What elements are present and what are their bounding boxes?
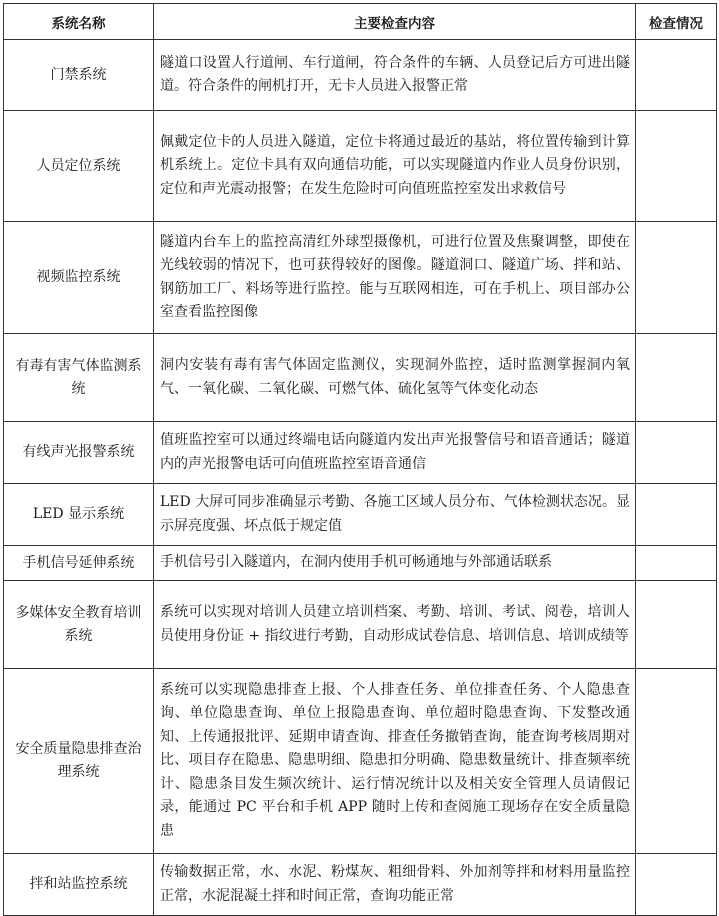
table-row: [4, 422, 717, 484]
system-name-cell: 门禁系统: [4, 40, 154, 111]
content-cell: LED 大屏可同步准确显示考勤、各施工区域人员分布、气体检测状态况。显示屏亮度强、坏点低于规定值: [154, 484, 636, 546]
table-row: [4, 546, 717, 581]
content-cell: 手机信号引入隧道内，在洞内使用手机可畅通地与外部通话联系: [154, 546, 636, 581]
check-cell[interactable]: [636, 334, 717, 422]
content-cell: 值班监控室可以通过终端电话向隧道内发出声光报警信号和语音通话；隧道内的声光报警电话可向值班监控室语音通信: [154, 422, 636, 484]
system-name-cell: 安全质量隐患排查治理系统: [4, 669, 154, 854]
table-row: [4, 669, 717, 854]
check-cell[interactable]: [636, 111, 717, 222]
system-name-cell: 有毒有害气体监测系统: [4, 334, 154, 422]
table-row: [4, 111, 717, 222]
header-main-content: 主要检查内容: [154, 4, 636, 40]
table-row: [4, 581, 717, 669]
check-cell[interactable]: [636, 546, 717, 581]
check-cell[interactable]: [636, 484, 717, 546]
table-row: [4, 854, 717, 916]
content-cell: 传输数据正常，水、水泥、粉煤灰、粗细骨料、外加剂等拌和材料用量监控正常，水泥混凝土拌和时间正常，查询功能正常: [154, 854, 636, 916]
system-name-cell: 多媒体安全教育培训系统: [4, 581, 154, 669]
check-cell[interactable]: [636, 40, 717, 111]
table-row: [4, 222, 717, 334]
header-system-name: 系统名称: [4, 4, 154, 40]
content-cell: 隧道内台车上的监控高清红外球型摄像机，可进行位置及焦聚调整，即使在光线较弱的情况下，也可获得较好的图像。隧道洞口、隧道广场、拌和站、钢筋加工厂、料场等进行监控。能与互联网相连，可在手机上、项目部办公室查看监控图像: [154, 222, 636, 334]
inspection-table-container: [3, 3, 716, 916]
content-cell: 系统可以实现隐患排查上报、个人排查任务、单位排查任务、个人隐患查询、单位隐患查询、单位上报隐患查询、单位超时隐患查询、下发整改通知、上传通报批评、延期申请查询、排查任务撤销查询，能查询考核周期对比、项目存在隐患、隐患明细、隐患扣分明确、隐患数量统计、排查频率统计、隐患条目发生频次统计、运行情况统计以及相关安全管理人员请假记录，能通过 PC 平台和手机 APP 随时上传和查阅施工现场存在安全质量隐患: [154, 669, 636, 854]
content-cell: 佩戴定位卡的人员进入隧道，定位卡将通过最近的基站，将位置传输到计算机系统上。定位卡具有双向通信功能，可以实现隧道内作业人员身份识别，定位和声光震动报警；在发生危险时可向值班监控室发出求救信号: [154, 111, 636, 222]
content-cell: 隧道口设置人行道闸、车行道闸，符合条件的车辆、人员登记后方可进出隧道。符合条件的闸机打开，无卡人员进入报警正常: [154, 40, 636, 111]
table-body: [4, 40, 717, 916]
system-name-cell: 手机信号延伸系统: [4, 546, 154, 581]
header-row: [4, 4, 717, 40]
table-row: [4, 484, 717, 546]
system-name-cell: 视频监控系统: [4, 222, 154, 334]
content-cell: 系统可以实现对培训人员建立培训档案、考勤、培训、考试、阅卷，培训人员使用身份证 + 指纹进行考勤，自动形成试卷信息、培训信息、培训成绩等: [154, 581, 636, 669]
header-check-status: 检查情况: [636, 4, 717, 40]
inspection-table: [3, 3, 717, 916]
check-cell[interactable]: [636, 669, 717, 854]
check-cell[interactable]: [636, 222, 717, 334]
table-row: [4, 334, 717, 422]
system-name-cell: 拌和站监控系统: [4, 854, 154, 916]
table-row: [4, 40, 717, 111]
table-header: [4, 4, 717, 40]
system-name-cell: LED 显示系统: [4, 484, 154, 546]
check-cell[interactable]: [636, 581, 717, 669]
check-cell[interactable]: [636, 422, 717, 484]
content-cell: 洞内安装有毒有害气体固定监测仪，实现洞外监控，适时监测掌握洞内氧气、一氧化碳、二氧化碳、可燃气体、硫化氢等气体变化动态: [154, 334, 636, 422]
system-name-cell: 有线声光报警系统: [4, 422, 154, 484]
check-cell[interactable]: [636, 854, 717, 916]
system-name-cell: 人员定位系统: [4, 111, 154, 222]
